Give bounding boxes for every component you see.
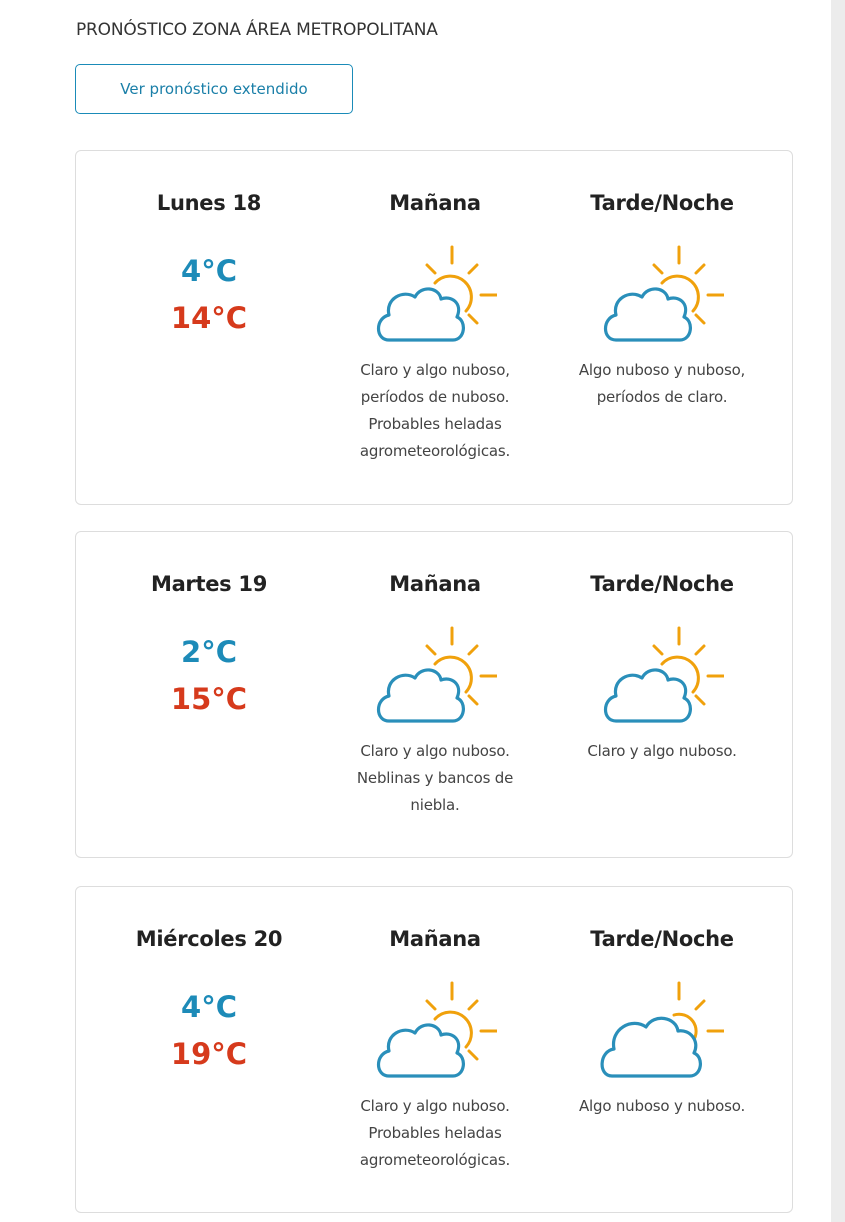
temp-max: 19°C <box>170 1037 248 1071</box>
period-label: Tarde/Noche <box>590 191 734 215</box>
period-label: Tarde/Noche <box>590 927 734 951</box>
temp-min: 2°C <box>181 635 237 669</box>
day-card <box>75 886 793 1213</box>
temp-max: 14°C <box>170 301 248 335</box>
temp-min: 4°C <box>181 254 237 288</box>
period-label: Tarde/Noche <box>590 572 734 596</box>
partly-cloudy-icon <box>373 624 497 728</box>
period-label: Mañana <box>389 572 481 596</box>
extended-forecast-button[interactable]: Ver pronóstico extendido <box>75 64 353 114</box>
partly-cloudy-icon <box>373 243 497 347</box>
zone-title: PRONÓSTICO ZONA ÁREA METROPOLITANA <box>76 20 438 40</box>
scrollbar-track[interactable] <box>831 0 845 1222</box>
weather-description: Claro y algo nuboso. Probables heladas agrometeorológicas. <box>359 1097 511 1169</box>
temp-max: 15°C <box>170 682 248 716</box>
weather-description: Claro y algo nuboso. Neblinas y bancos de niebla. <box>356 742 514 814</box>
partly-cloudy-icon <box>373 979 497 1083</box>
weather-description: Claro y algo nuboso. <box>587 742 737 760</box>
weather-description: Claro y algo nuboso, períodos de nuboso. Probables heladas agrometeorológicas. <box>359 361 511 460</box>
day-card <box>75 531 793 858</box>
partly-cloudy-icon <box>600 243 724 347</box>
weather-description: Algo nuboso y nuboso. <box>578 1097 746 1115</box>
mostly-cloudy-icon <box>600 979 724 1083</box>
period-label: Mañana <box>389 191 481 215</box>
day-label: Miércoles 20 <box>135 927 283 951</box>
weather-description: Algo nuboso y nuboso, períodos de claro. <box>578 361 746 406</box>
day-label: Lunes 18 <box>156 191 262 215</box>
day-card <box>75 150 793 505</box>
day-label: Martes 19 <box>150 572 268 596</box>
temp-min: 4°C <box>181 990 237 1024</box>
period-label: Mañana <box>389 927 481 951</box>
partly-cloudy-icon <box>600 624 724 728</box>
